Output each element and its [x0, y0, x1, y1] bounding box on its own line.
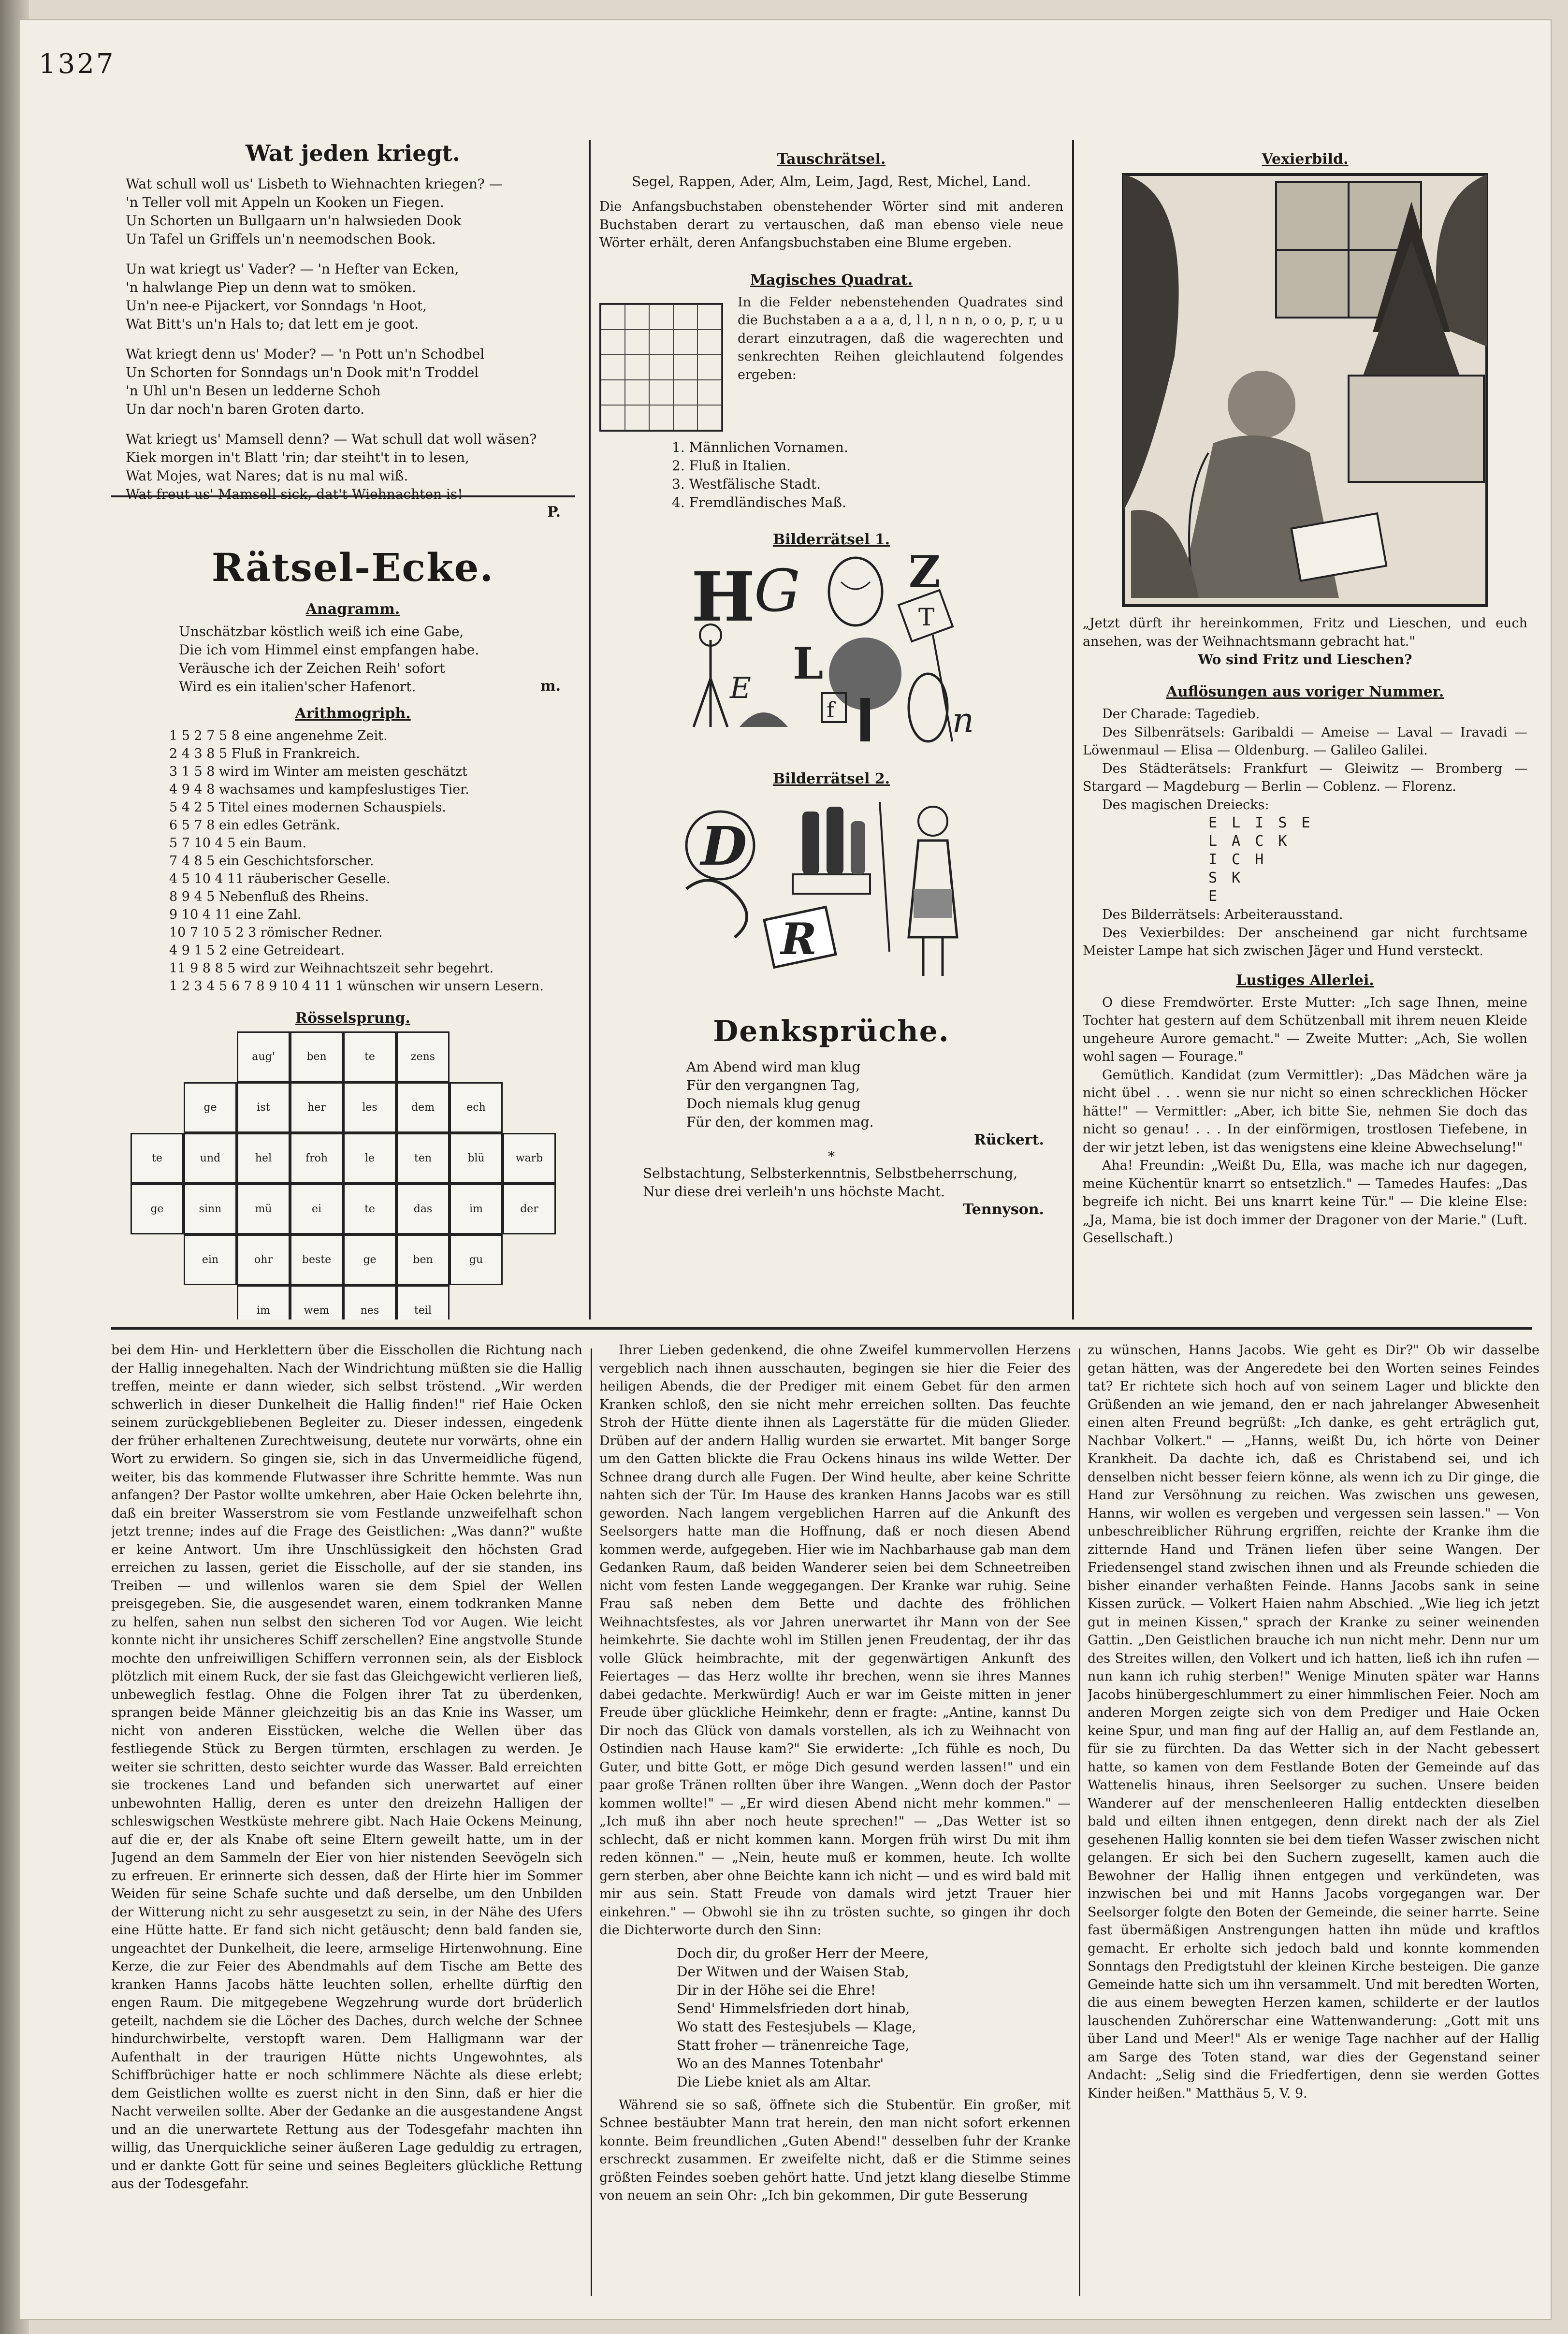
magic-triangle — [1083, 814, 1527, 906]
magic-item: 3. Westfälische Stadt. — [672, 476, 821, 492]
poem-line: Send' Himmelsfrieden dort hinab, — [677, 2000, 910, 2016]
knight-cell: hel — [237, 1133, 290, 1184]
riddle-corner-title: Rätsel-Ecke. — [211, 545, 494, 590]
svg-text:R: R — [781, 913, 817, 965]
solutions-title: Auflösungen aus voriger Nummer. — [1166, 683, 1444, 700]
magic-item: 4. Fremdländisches Maß. — [672, 494, 846, 510]
funny-title: Lustiges Allerlei. — [1236, 971, 1374, 989]
anagram-line: Veräusche ich der Zeichen Reih' sofort — [179, 660, 445, 676]
knight-cell: nes — [343, 1285, 396, 1319]
knight-cell: das — [396, 1184, 450, 1234]
poem-stanza-4 — [126, 430, 580, 504]
poem-line: Un Schorten un Bullgaarn un'n halwsieden Dook — [126, 213, 462, 229]
saying-line: Für den vergangnen Tag, — [686, 1077, 860, 1093]
arith-row: 4 9 4 8 wachsames und kampfeslustiges Tier. — [169, 782, 469, 797]
funny-item-1: O diese Fremdwörter. Erste Mutter: „Ich sage Ihnen, meine Tochter hat gestern auf dem Schützenball mit ihrem neuen Kleide ungeheure Aurore gemacht." — Zweite Mutter: „Ach, Sie wollen wohl sagen — Fourage." — [1083, 995, 1527, 1064]
poem-line: Doch dir, du großer Herr der Meere, — [677, 1945, 929, 1961]
magic-square-list — [599, 438, 1063, 512]
picture-riddle-2-title: Bilderrätsel 2. — [772, 770, 890, 787]
poem-line: Wo statt des Festesjubels — Klage, — [677, 2018, 916, 2035]
story-column-1 — [111, 1341, 582, 2301]
knight-cell: mü — [237, 1184, 290, 1234]
knight-cell: ten — [396, 1133, 450, 1184]
poem-line: Un'n nee-e Pijackert, vor Sonndags 'n Hoot, — [126, 298, 427, 314]
story-text-1: bei dem Hin- und Herklettern über die Eisschollen die Richtung nach der Hallig innegehalten. Nach der Windrichtung müßten sie die Hallig treffen, meinte er dann wieder, sich selbst tröstend. „Wir werden schwerlich in dieser Dunkelheit die Hallig finden!" rief Haie Ocken seinem zurückgebliebenen Begleiter zu. Dieser indessen, eingedenk der früher erhaltenen Zurechtweisung, deutete nur vorwärts, ohne ein Wort zu erwidern. So gingen sie, sich in das Unvermeidliche fügend, weiter, bis das kommende Flutwasser ihre Schritte hemmte. Was nun anfangen? Der Pastor wollte umkehren, aber Haie Ocken belehrte ihn, daß ein breiter Wasserstrom sie vom Festlande unzweifelhaft schon jetzt trenne; indes auf die Frage des Geistlichen: „Was dann?" wußte er keine Antwort. Um ihre Unschlüssigkeit den höchsten Grad erreichen zu lassen, geriet die Eisscholle, auf der sie standen, ins Treiben — und willenlos waren sie dem Spiel der Wellen preisgegeben. Sie, die ausgesendet waren, einem todkranken Manne zu helfen, sahen nun selbst den sicheren Tod vor Augen. Wie leicht konnte nicht ihr unsicheres Schiff zerschellen? Eine angstvolle Stunde mochte den unfreiwilligen Schiffern verronnen sein, als der Eisblock plötzlich mit einem Ruck, der sie fast das Gleichgewicht verlieren ließ, unbeweglich festlag. Ohne die Folgen ihrer Tat zu überdenken, sprangen beide Männer gleichzeitig bis an das Knie ins Wasser, um nicht von anderen Eisstücken, welche die Wellen über das festliegende Stück zu Bergen türmten, erschlagen zu werden. Je weiter sie schritten, desto seichter wurde das Wasser. Bald erreichten sie trockenes Land und befanden sich unerwartet auf einer unbewohnten Hallig, deren es unter den dreizehn Halligen der schleswigschen Westküste mehrere gibt. Nach Haie Ockens Meinung, auf die er, der als Knabe oft seine Eltern geweilt hatte, um in der Jugend an dem Sammeln der Eier von hier nistenden Seevögeln sich zu erfreuen. Er erinnerte sich dessen, daß der Hirte hier im Sommer Weiden für seine Schafe suchte und daß derselbe, um den Unbilden der Witterung nicht zu sehr ausgesetzt zu sein, in der Nähe des Ufers eine Hütte hatte. Er fand sich nicht getäuscht; denn bald fanden sie, ungeachtet der Dunkelheit, die leere, armselige Hirtenwohnung. Eine Kerze, die zur Feier des Abendmahls auf dem Tische am Bette des kranken Hanns Jacobs hätte leuchten sollen, erhellte dürftig den engen Raum. Die mitgegebene Wegzehrung wurde dort brüderlich geteilt, nachdem sie die Löcher des Daches, durch welche der Schnee hindurchwirbelte, verstopft waren. Dem Halligmann war der Aufenthalt in der traurigen Hütte nichts Ungewohntes, als Schiffbrüchiger hatte er noch schlimmere Nächte als diese erlebt; dem Geistlichen wollte es zuerst nicht in den Sinn, daß er hier die Nacht verweilen sollte. Aber der Gedanke an die ausgestandene Angst und an die unerwartete Rettung aus der Todesgefahr machten ihn willig, das Unerquickliche seiner äußeren Lage geduldig zu ertragen, und er dankte Gott für seine und seines Begleiters glückliche Rettung aus der Todesgefahr. — [111, 1343, 582, 2191]
triangle-row: S K — [1208, 870, 1244, 886]
poem-stanza-1 — [126, 175, 580, 248]
arith-row: 1 2 3 4 5 6 7 8 9 10 4 11 1 wünschen wir unsern Lesern. — [169, 979, 544, 994]
column-3 — [1083, 140, 1527, 1319]
poem-line: Wo an des Mannes Totenbahr' — [677, 2055, 884, 2072]
section-separator-rule — [111, 1327, 1532, 1330]
poem-line: Wat kriegt denn us' Moder? — 'n Pott un'n Schodbel — [126, 346, 485, 362]
knight-cell: ein — [184, 1234, 237, 1285]
vexier-title: Vexierbild. — [1262, 151, 1349, 168]
story-text-2a: Ihrer Lieben gedenkend, die ohne Zweifel kummervollen Herzens vergeblich nach ihnen ausschauten, begingen sie hier die Feier des heiligen Abends, die der Prediger mit einem Gebet für den armen Kranken schloß, den sie nicht mehr erreichen sollten. Das feuchte Stroh der Hütte diente ihnen als Lagerstätte für die müden Glieder. Drüben auf der andern Hallig wurden sie erwartet. Mit banger Sorge um den Gatten blickte die Frau Ockens hinaus ins wilde Wetter. Der Schnee drang durch alle Fugen. Der Wind heulte, aber keine Schritte nahten sich der Tür. Im Hause des kranken Hanns Jacobs war es still geworden. Nach langem vergeblichen Harren auf die Ankunft des Seelsorgers hatte man die Hoffnung, daß er noch diesen Abend kommen werde, aufgegeben. Hier wie im Nachbarhause gab man dem Gedanken Raum, daß beiden Wanderer seien bei dem Schneetreiben nicht vom festen Lande weggegangen. Der Kranke war ruhig. Seine Frau saß neben dem Bette und dachte des fröhlichen Weihnachtsfestes, als vor Jahren unerwartet ihr Mann von der See heimkehrte. Sie dachte wohl im Stillen jenen Freudentag, der ihr das volle Glück heimbrachte, mit der gegenwärtigen Ankunft des Feiertages — das Herz wollte ihr brechen, wenn sie ihres Mannes dabei gedachte. Merkwürdig! Auch er war im Geiste mitten in jener Freude über glückliche Heimkehr, denn er fragte: „Antine, kannst Du Dir noch das Glück von damals vorstellen, als ich zu Weihnacht von Ostindien nach Hause kam?" Sie erwiderte: „Ich fühle es noch, Du Guter, und bitte Gott, er möge Dich gesund werden lassen!" und ein paar große Tränen rollten über ihre Wangen. „Wenn doch der Pastor kommen wollte!" — „Er wird diesen Abend nicht mehr kommen." — „Ich muß ihn aber noch heute sprechen!" — „Das Wetter ist so schlecht, daß er nicht kommen kann. Morgen früh wirst Du mit ihm reden können." — „Nein, heute muß er kommen, heute. Ich wollte gern sterben, aber ohne Beichte kann ich nicht — und es wird bald mit mir aus sein. Statt Freude von damals wird jetzt Trauer hier einkehren." — Obwohl sie ihn zu trösten suchte, so gingen ihr doch die Dichterworte durch den Sinn: — [599, 1343, 1071, 1938]
arith-row: 3 1 5 8 wird im Winter am meisten geschätzt — [169, 764, 467, 779]
saying-2 — [599, 1164, 1063, 1201]
solution-charade: Der Charade: Tagedieb. — [1102, 707, 1260, 722]
svg-text:T: T — [918, 603, 935, 631]
knight-cell: der — [503, 1184, 556, 1234]
magic-item: 2. Fluß in Italien. — [672, 457, 791, 474]
knight-cell: aug' — [237, 1031, 290, 1082]
anagram-line: Unschätzbar köstlich weiß ich eine Gabe, — [179, 623, 464, 639]
anagram-line: Die ich vom Himmel einst empfangen habe. — [179, 642, 479, 658]
column-2 — [599, 140, 1063, 1319]
poem-line: 'n Uhl un'n Besen un ledderne Schoh — [126, 383, 381, 399]
triangle-row: L A C K — [1208, 833, 1290, 850]
arith-row: 6 5 7 8 ein edles Getränk. — [169, 818, 340, 833]
poem-line: Wat schull woll us' Lisbeth to Wiehnachten kriegen? — — [126, 176, 503, 192]
poem-line: Der Witwen und der Waisen Stab, — [677, 1963, 909, 1980]
magic-item: 1. Männlichen Vornamen. — [672, 439, 848, 455]
poem-title: Wat jeden kriegt. — [246, 140, 460, 166]
knight-cell: blü — [450, 1133, 503, 1184]
story-column-2 — [599, 1341, 1071, 2301]
sayings-title: Denksprüche. — [713, 1014, 950, 1048]
arith-row: 10 7 10 5 2 3 römischer Redner. — [169, 925, 383, 940]
magic-square-title: Magisches Quadrat. — [750, 271, 913, 289]
arith-row: 4 5 10 4 11 räuberischer Geselle. — [169, 871, 391, 886]
poem-line: Kiek morgen in't Blatt 'rin; dar steiht't in to lesen, — [126, 449, 469, 465]
picture-riddle-1-illustration — [682, 553, 981, 756]
knight-move-title: Rösselsprung. — [295, 1010, 410, 1027]
svg-text:H: H — [691, 557, 755, 637]
knight-cell: les — [343, 1082, 396, 1133]
arith-row: 1 5 2 7 5 8 eine angenehme Zeit. — [169, 728, 388, 743]
knight-cell: ben — [290, 1031, 343, 1082]
magic-square-text: In die Felder nebenstehenden Quadrates sind die Buchstaben a a a a, d, l l, n n n, o o, p, r, u u derart einzutragen, daß die wagerechten und senkrechten Reihen gleichlautend folgendes ergeben: — [738, 294, 1063, 382]
saying-line: Selbstachtung, Selbsterkenntnis, Selbstbeherrschung, — [643, 1165, 1018, 1181]
saying-line: Doch niemals klug genug — [686, 1095, 861, 1112]
knight-cell: im — [450, 1184, 503, 1234]
poem-line: Un wat kriegt us' Vader? — 'n Hefter van Ecken, — [126, 261, 459, 277]
column-1 — [126, 140, 580, 1319]
triangle-row: I C H — [1208, 851, 1267, 868]
knight-cell: ohr — [237, 1234, 290, 1285]
svg-text:L: L — [793, 638, 824, 689]
knight-cell: froh — [290, 1133, 343, 1184]
poem-stanza-3 — [126, 345, 580, 419]
arith-row: 5 7 10 4 5 ein Baum. — [169, 836, 307, 851]
poem-line: Wat Mojes, wat Nares; dat is nu mal wiß. — [126, 468, 408, 484]
story-column-3 — [1088, 1341, 1539, 2301]
svg-text:G: G — [754, 557, 800, 625]
saying-line: Nur diese drei verleih'n uns höchste Macht. — [643, 1183, 945, 1200]
knight-cell: te — [343, 1184, 396, 1234]
knight-cell: sinn — [184, 1184, 237, 1234]
svg-text:E: E — [730, 671, 751, 705]
knight-cell: wem — [290, 1285, 343, 1319]
triangle-row: E — [1208, 888, 1220, 905]
svg-text:f: f — [827, 697, 835, 723]
poem-line: Un dar noch'n baren Groten darto. — [126, 401, 365, 417]
arith-row: 9 10 4 11 eine Zahl. — [169, 907, 302, 922]
column-rule-2 — [1072, 140, 1074, 1319]
magic-square-block — [599, 293, 1063, 432]
funny-item-3: Aha! Freundin: „Weißt Du, Ella, was mache ich nur dagegen, meine Küchentür knarrt so entsetzlich." — Tamedes Haufes: „Das begreife ich nicht. Bei uns knarrt keine Tür." — Die kleine Else: „Ja, Mama, bie ist doch immer der Dragoner von der Marie." (Luft. Gesellschaft.) — [1083, 1158, 1527, 1246]
story-rule-1 — [591, 1348, 592, 2296]
story-text-3: zu wünschen, Hanns Jacobs. Wie geht es Dir?" Ob wir dasselbe getan hätten, was der Angeredete bei den Worten seines Feindes tat? Er richtete sich hoch auf von seinem Lager und blickte den Grüßenden an wie jemand, den er nach jahrelanger Abwesenheit einen alten Freund begrüßt: „Ich danke, es geht erträglich gut, Nachbar Volkert." — „Hanns, weißt Du, ich hörte von Deiner Krankheit. Da dachte ich, daß es Christabend sei, und ich denselben nicht besser feiern könne, als wenn ich zu Dir ginge, die Hand zur Versöhnung zu reichen. Was zwischen uns gewesen, Hanns, wir wollen es vergeben und vergessen sein lassen." — Von unbeschreiblicher Rührung ergriffen, reichte der Kranke ihm die zitternde Hand und Tränen liefen über seine Wangen. Der Friedensengel stand zwischen ihnen und als Freunde schieden die bisher einander verhaßten Feinde. Hanns Jacobs sank in seine Kissen zurück. — Volkert Haien nahm Abschied. „Wie lieg ich jetzt gut in meinen Kissen," sprach der Kranke zu seiner weinenden Gattin. „Den Geistlichen brauche ich nun nicht mehr. Denn nur um des Streites willen, den Volkert und ich hatten, ließ ich ihn rufen — nun kann ich ruhig sterben!" Wenige Minuten später war Hanns Jacobs hinübergeschlummert zu einer himmlischen Feier. Noch am anderen Morgen zeigte sich von dem Prediger und Haie Ocken keine Spur, und man fing auf der Hallig an, auf dem Festlande an, für sie zu fürchten. Da das Wetter sich in der Nacht gebessert hatte, so kamen von dem Festlande Boten der Gemeinde auf das Wattenelis hinaus, ihren Seelsorger zu suchen. Unsere beiden Wanderer auf der menschenleeren Hallig entdeckten dieselben bald und eilten ihnen entgegen, denn direkt nach der als Ziel gesehenen Hallig konnten sie bei dem tiefen Wasser zwischen nicht gelangen. Er sich bei den Suchern zugesellt, kamen auch die Bewohner der Hallig ihnen entgegen und verkündeten, was inzwischen bei und mit Hanns Jacobs vorgegangen war. Der Seelsorger folgte den Boten der Gemeinde, die seiner harrte. Seine fast übermäßigen Anstrengungen hatten ihn müde und kraftlos gemacht. Er erholte sich jedoch bald und konnte kommenden Sonntags den Predigtstuhl der kleinen Kirche besteigen. Die ganze Gemeinde hatte sich um ihn versammelt. Und mit beredten Worten, die aus einem bewegten Herzen kamen, schilderte er der lautlos lauschenden Zuhörerschar eine Wattenwanderung: „Gott mit uns über Land und Meer!" Als er wenige Tage nachher auf der Hallig am Sarge des Toten stand, war dies der Gegenstand seiner Andacht: „Selig sind die Friedfertigen, denn sie werden Gottes Kinder heißen." Matthäus 5, V. 9. — [1088, 1343, 1539, 2101]
knight-cell: dem — [396, 1082, 450, 1133]
knight-cell: im — [237, 1285, 290, 1319]
arith-row: 4 9 1 5 2 eine Getreideart. — [169, 943, 345, 958]
poem-stanza-2 — [126, 260, 580, 333]
knight-cell: teil — [396, 1285, 450, 1319]
svg-text:Z: Z — [909, 552, 941, 597]
svg-text:D: D — [701, 814, 747, 877]
solution-cities: Des Städterätsels: Frankfurt — Gleiwitz — Bromberg — Stargard — Magdeburg — Berlin — Coblenz. — Florenz. — [1083, 761, 1527, 794]
saying-2-author: Tennyson. — [962, 1201, 1044, 1218]
knight-cell: ge — [131, 1184, 184, 1234]
vexier-question: Wo sind Fritz und Lieschen? — [1198, 652, 1412, 667]
arith-row: 8 9 4 5 Nebenfluß des Rheins. — [169, 889, 369, 904]
exchange-riddle-words: Segel, Rappen, Ader, Alm, Leim, Jagd, Rest, Michel, Land. — [632, 174, 1031, 189]
separator-asterisk: * — [828, 1148, 835, 1164]
knight-cell: ech — [450, 1082, 503, 1133]
funny-item-2: Gemütlich. Kandidat (zum Vermittler): „Das Mädchen wäre ja nicht übel . . . wenn sie nur nicht so einen schrecklichen Höcker hätte!" — Vermittler: „Aber, ich bitte Sie, nehmen Sie doch das nicht so genau! . . . In der einförmigen, trostlosen Tiefebene, in der wir jetzt leben, ist das wenigstens eine kleine Abwechselung!" — [1083, 1067, 1527, 1155]
poem-line: Un Schorten for Sonndags un'n Dook mit'n Troddel — [126, 364, 479, 380]
knight-cell: te — [131, 1133, 184, 1184]
knight-cell: warb — [503, 1133, 556, 1184]
arithmogriph-title: Arithmogriph. — [295, 705, 411, 722]
saying-1 — [599, 1058, 1063, 1131]
page-number: 1327 — [39, 48, 116, 80]
saying-line: Für den, der kommen mag. — [686, 1114, 874, 1130]
column-rule-1 — [589, 140, 591, 1319]
saying-1-author: Rückert. — [974, 1131, 1044, 1148]
poem-line: Statt froher — tränenreiche Tage, — [677, 2037, 910, 2053]
vexier-illustration — [1121, 173, 1489, 608]
knight-cell: te — [343, 1031, 396, 1082]
saying-line: Am Abend wird man klug — [686, 1058, 861, 1075]
arith-row: 7 4 8 5 ein Geschichtsforscher. — [169, 854, 374, 869]
arith-row: 2 4 3 8 5 Fluß in Frankreich. — [169, 746, 360, 761]
knight-cell: und — [184, 1133, 237, 1184]
exchange-riddle-title: Tauschrätsel. — [777, 151, 886, 168]
solution-vexier: Des Vexierbildes: Der anscheinend gar nicht furchtsame Meister Lampe hat sich zwischen Jäger und Hund versteckt. — [1083, 925, 1527, 958]
knight-cell: her — [290, 1082, 343, 1133]
knight-move-grid — [126, 1031, 561, 1319]
solution-triangle-label: Des magischen Dreiecks: — [1102, 797, 1269, 812]
poem-signature: P. — [547, 504, 561, 521]
anagram-title: Anagramm. — [305, 601, 400, 618]
poem-line: Wat kriegt us' Mamsell denn? — Wat schull dat woll wäsen? — [126, 431, 537, 447]
exchange-riddle-text: Die Anfangsbuchstaben obenstehender Wörter sind mit anderen Buchstaben derart zu vertauschen, daß man ebenso viele neue Wörter erhält, deren Anfangsbuchstaben eine Blume ergeben. — [599, 199, 1063, 250]
solution-picture: Des Bilderrätsels: Arbeiterausstand. — [1102, 907, 1343, 922]
knight-cell: beste — [290, 1234, 343, 1285]
poem-line: Un Tafel un Griffels un'n neemodschen Book. — [126, 231, 436, 247]
knight-cell: zens — [396, 1031, 450, 1082]
knight-cell: ben — [396, 1234, 450, 1285]
vexier-caption: „Jetzt dürft ihr hereinkommen, Fritz und Lieschen, und euch ansehen, was der Weihnachtsmann gebracht hat." — [1083, 616, 1527, 649]
knight-cell: ei — [290, 1184, 343, 1234]
knight-cell: ist — [237, 1082, 290, 1133]
knight-cell: le — [343, 1133, 396, 1184]
anagram-signature: m. — [540, 678, 561, 695]
picture-riddle-2-illustration — [682, 792, 981, 995]
poem-line: 'n halwlange Piep un denn wat to smöken. — [126, 279, 417, 295]
arith-row: 11 9 8 8 5 wird zur Weihnachtszeit sehr begehrt. — [169, 961, 494, 976]
arithmogriph-list — [126, 727, 580, 995]
picture-riddle-1-title: Bilderrätsel 1. — [772, 531, 890, 548]
knight-cell: gu — [450, 1234, 503, 1285]
arith-row: 5 4 2 5 Titel eines modernen Schauspiels. — [169, 800, 446, 815]
knight-cell: ge — [343, 1234, 396, 1285]
triangle-row: E L I S E — [1208, 814, 1313, 831]
anagram-line: Wird es ein italien'scher Hafenort. — [179, 679, 416, 695]
svg-text:n: n — [952, 700, 974, 740]
story-text-2b: Während sie so saß, öffnete sich die Stubentür. Ein großer, mit Schnee bestäubter Mann trat herein, den man nicht sofort erkennen konnte. Beim freundlichen „Guten Abend!" desselben fuhr der Kranke erschreckt zusammen. Er zweifelte nicht, daß er die Stimme seines größten Feindes soeben gehört hatte. Und jetzt klang dieselbe Stimme von neuem an sein Ohr: „Ich bin gekommen, Dir gute Besserung — [599, 2097, 1071, 2203]
poem-line: Dir in der Höhe sei die Ehre! — [677, 1982, 876, 1998]
poem-line: Wat freut us' Mamsell sick, dat't Wiehnachten is! — [126, 486, 463, 502]
story-rule-2 — [1079, 1348, 1080, 2296]
poem-line: Die Liebe kniet als am Altar. — [677, 2073, 871, 2090]
magic-square-grid — [599, 303, 723, 432]
knight-cell: ge — [184, 1082, 237, 1133]
poem-line: Wat Bitt's un'n Hals to; dat lett em je goot. — [126, 316, 419, 332]
solution-syllable: Des Silbenrätsels: Garibaldi — Ameise — Laval — Iravadi — Löwenmaul — Elisa — Oldenburg. — Galileo Galilei. — [1083, 725, 1527, 758]
story-poem — [599, 1944, 1071, 2091]
poem-line: 'n Teller voll mit Appeln un Kooken un Fiegen. — [126, 194, 444, 210]
